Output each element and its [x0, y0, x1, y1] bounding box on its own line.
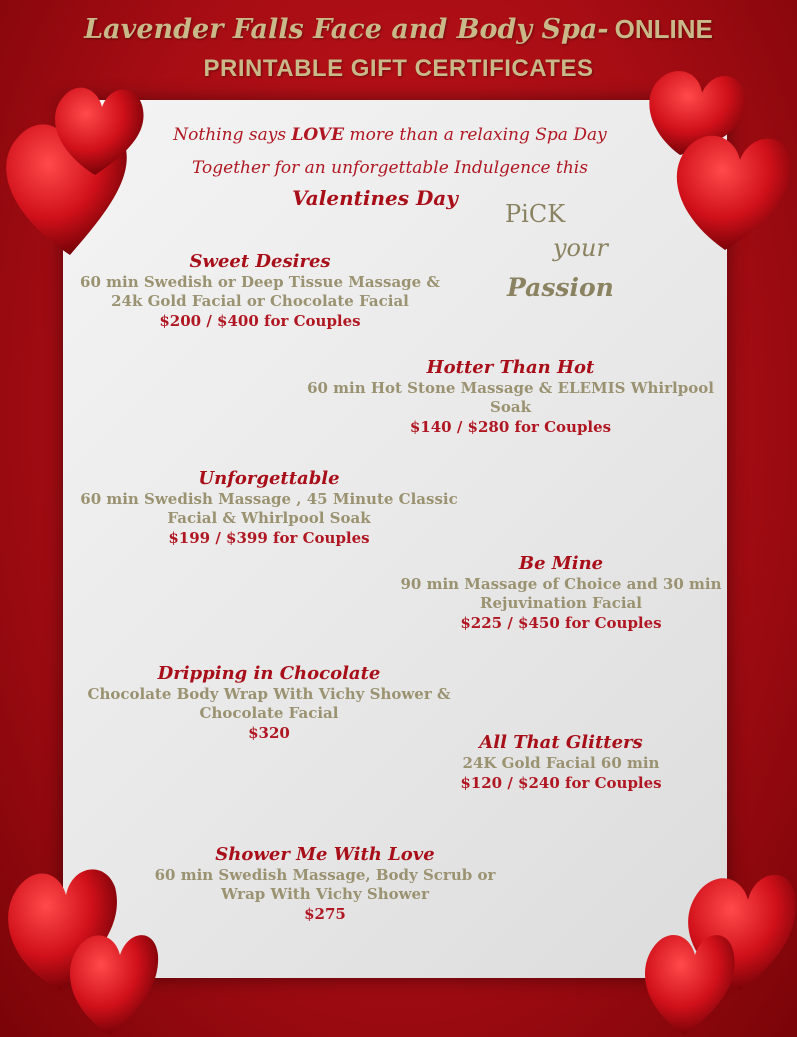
pick-word-3: Passion [507, 273, 614, 302]
intro-line-2: Together for an unforgettable Indulgence this [192, 158, 588, 178]
intro-line-1 [100, 125, 680, 145]
package-price: $320 [248, 724, 290, 742]
package-unforgettable [70, 468, 468, 548]
package-name: Hotter Than Hot [426, 357, 595, 378]
package-price: $225 / $450 for Couples [460, 614, 662, 632]
package-all-that-glitters [420, 732, 702, 793]
package-price: $275 [304, 905, 346, 923]
pick-word-2: your [553, 234, 608, 262]
package-price: $140 / $280 for Couples [409, 418, 612, 436]
package-desc: 60 min Hot Stone Massage & ELEMIS Whirlpool [307, 379, 714, 397]
package-desc: Facial & Whirlpool Soak [167, 509, 371, 527]
page-subtitle: PRINTABLE GIFT CERTIFICATES [203, 55, 594, 82]
package-desc: Chocolate Body Wrap With Vichy Shower & [87, 685, 451, 703]
package-sweet-desires [70, 251, 450, 331]
package-desc: Wrap With Vichy Shower [221, 885, 429, 903]
package-price: $199 / $399 for Couples [168, 529, 370, 547]
package-name: All That Glitters [479, 732, 643, 753]
package-desc: 24K Gold Facial 60 min [462, 754, 660, 772]
package-hotter-than-hot [298, 357, 723, 437]
package-name: Shower Me With Love [215, 844, 435, 865]
package-desc: 60 min Swedish or Deep Tissue Massage & [80, 273, 440, 291]
heart-cluster-bottom-left-icon [0, 815, 160, 1037]
package-name: Unforgettable [198, 468, 340, 489]
intro-text: Nothing says [173, 125, 292, 145]
intro-text: more than a relaxing Spa Day [344, 125, 607, 145]
package-desc: 60 min Swedish Massage, Body Scrub or [154, 866, 496, 884]
package-price: $120 / $240 for Couples [460, 774, 662, 792]
package-desc: 24k Gold Facial or Chocolate Facial [111, 292, 409, 310]
package-desc: Soak [490, 398, 531, 416]
package-desc: Rejuvination Facial [480, 594, 642, 612]
pick-word-1: PiCK [505, 200, 566, 228]
package-be-mine [395, 553, 727, 633]
heart-cluster-bottom-right-icon [630, 815, 797, 1037]
intro-love: LOVE [291, 125, 345, 145]
package-dripping-in-chocolate [70, 663, 468, 743]
package-shower-me-with-love [140, 844, 510, 924]
page-title [0, 14, 797, 45]
package-desc: Chocolate Facial [199, 704, 339, 722]
intro-valentines-day: Valentines Day [292, 186, 458, 210]
title-script: Lavender Falls Face and Body Spa- [84, 14, 609, 45]
package-name: Be Mine [518, 553, 604, 574]
package-price: $200 / $400 for Couples [159, 312, 361, 330]
title-online: ONLINE [614, 14, 713, 44]
package-desc: 60 min Swedish Massage , 45 Minute Classic [80, 490, 458, 508]
package-desc: 90 min Massage of Choice and 30 min [400, 575, 722, 593]
package-name: Sweet Desires [189, 251, 331, 272]
package-name: Dripping in Chocolate [157, 663, 381, 684]
